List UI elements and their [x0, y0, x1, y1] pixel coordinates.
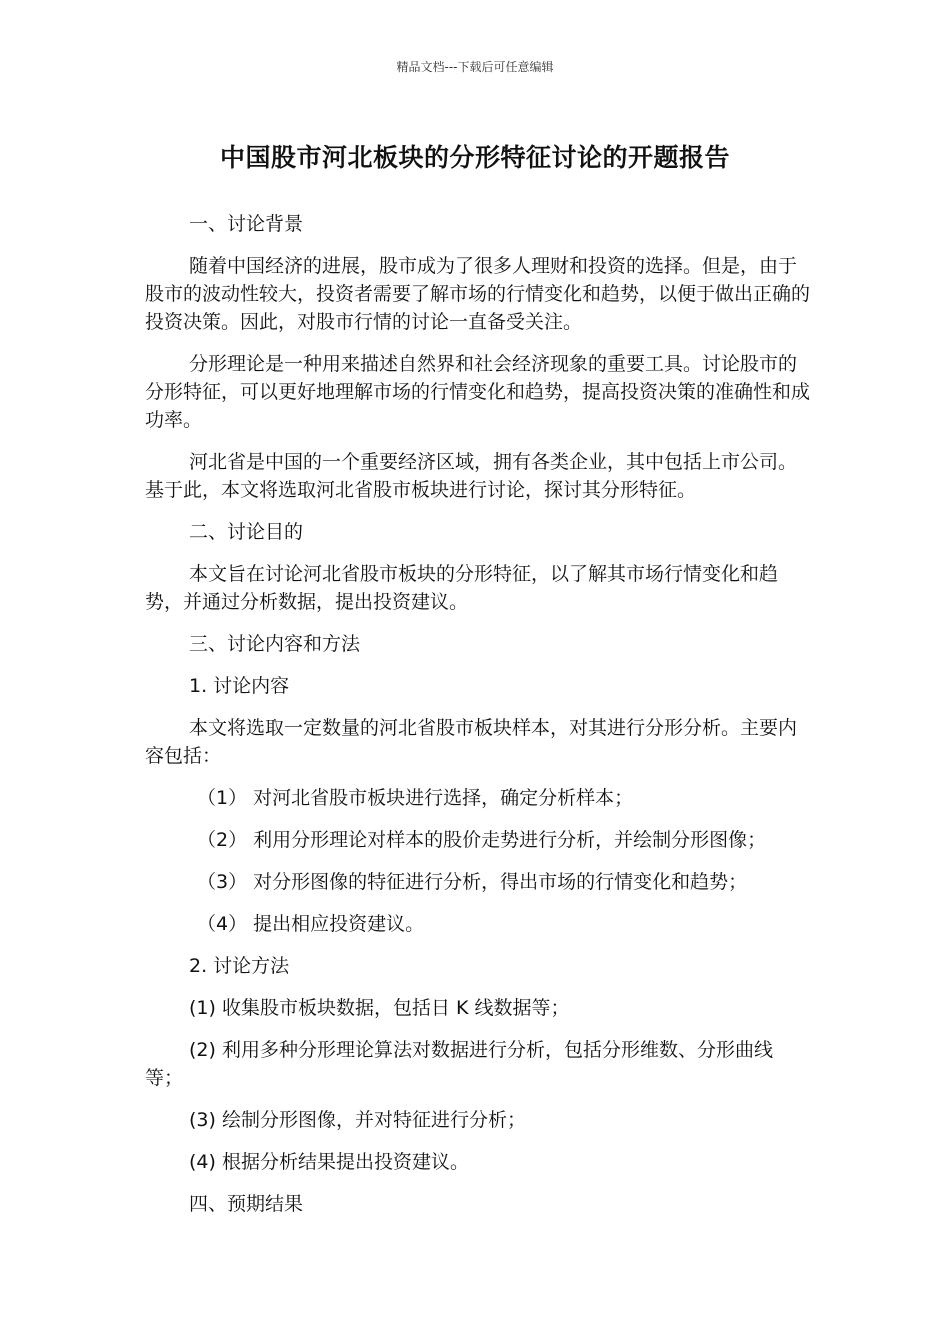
method-list-item: (4) 根据分析结果提出投资建议。 [189, 1151, 469, 1173]
method-list-item: (3) 绘制分形图像，并对特征进行分析； [189, 1109, 526, 1131]
paragraph: 随着中国经济的进展，股市成为了很多人理财和投资的选择。但是，由于股市的波动性较大，投资者需要了解市场的行情变化和趋势，以便于做出正确的投资决策。因此，对股市行情的讨论一直备受关注。 [145, 255, 811, 333]
method-list-item: (2) 利用多种分形理论算法对数据进行分析，包括分形维数、分形曲线等； [145, 1039, 773, 1089]
content-list-item: （2） 利用分形理论对样本的股价走势进行分析，并绘制分形图像； [197, 829, 767, 851]
subsection-heading-content: 1. 讨论内容 [189, 675, 290, 697]
section-heading-expected-results: 四、预期结果 [189, 1193, 304, 1215]
paragraph: 本文旨在讨论河北省股市板块的分形特征，以了解其市场行情变化和趋势，并通过分析数据，提出投资建议。 [145, 563, 779, 613]
document-body [145, 210, 810, 1232]
content-list-item: （1） 对河北省股市板块进行选择，确定分析样本； [197, 787, 634, 809]
subsection-heading-method: 2. 讨论方法 [189, 955, 290, 977]
section-heading-background: 一、讨论背景 [189, 213, 304, 235]
page-header-note: 精品文档---下载后可任意编辑 [396, 60, 554, 74]
content-list-item: （3） 对分形图像的特征进行分析，得出市场的行情变化和趋势； [197, 871, 748, 893]
paragraph: 本文将选取一定数量的河北省股市板块样本，对其进行分形分析。主要内容包括： [145, 717, 798, 767]
paragraph: 分形理论是一种用来描述自然界和社会经济现象的重要工具。讨论股市的分形特征，可以更好地理解市场的行情变化和趋势，提高投资决策的准确性和成功率。 [145, 353, 811, 431]
paragraph: 河北省是中国的一个重要经济区域，拥有各类企业，其中包括上市公司。基于此，本文将选取河北省股市板块进行讨论，探讨其分形特征。 [145, 451, 798, 501]
document-title: 中国股市河北板块的分形特征讨论的开题报告 [219, 143, 730, 172]
section-heading-purpose: 二、讨论目的 [189, 521, 304, 543]
section-heading-content-method: 三、讨论内容和方法 [189, 633, 361, 655]
content-list-item: （4） 提出相应投资建议。 [197, 913, 425, 935]
method-list-item: (1) 收集股市板块数据，包括日 K 线数据等； [189, 997, 570, 1019]
